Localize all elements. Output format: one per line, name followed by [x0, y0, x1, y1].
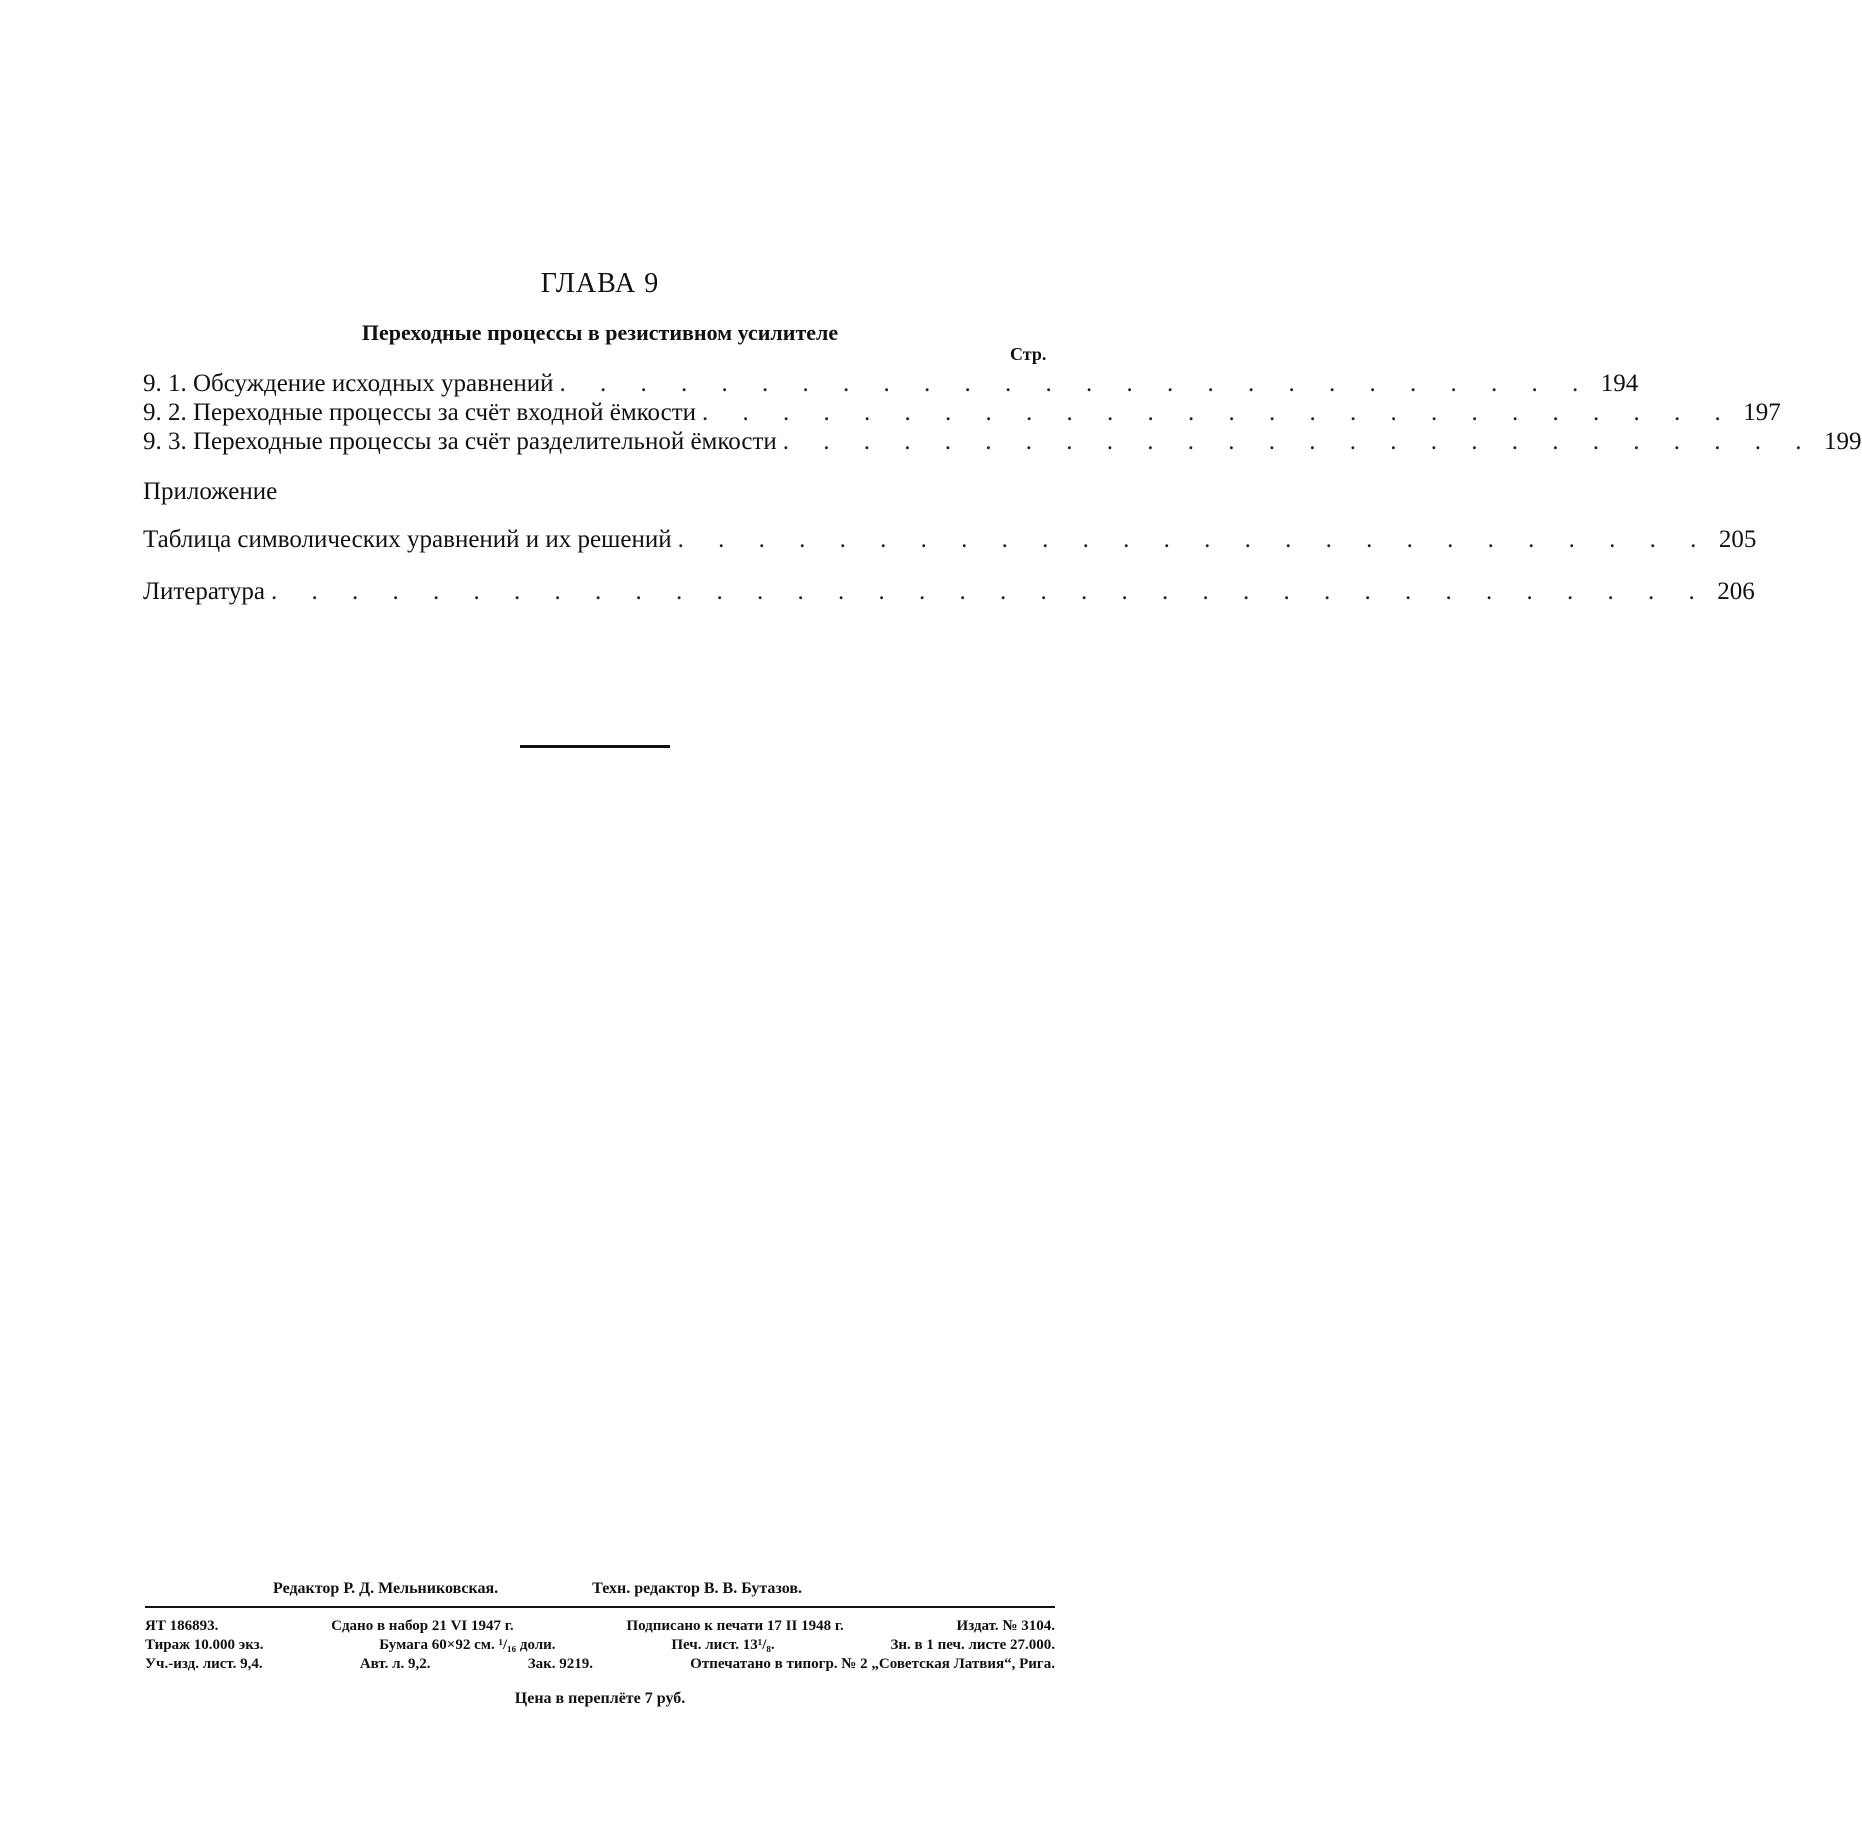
imprint-item: ЯТ 186893. — [145, 1618, 219, 1634]
imprint-line-3 — [145, 1656, 1055, 1673]
imprint-item: Зн. в 1 печ. листе 27.000. — [890, 1637, 1055, 1653]
chapter-subtitle: Переходные процессы в резистивном усилителе — [361, 320, 839, 345]
imprint-item: Сдано в набор 21 VI 1947 г. — [331, 1618, 514, 1634]
imprint-item: Подписано к печати 17 II 1948 г. — [626, 1618, 844, 1634]
chapter-title: ГЛАВА 9 — [540, 268, 660, 299]
dot-leader: . . . . . . . . . . . . . . . . . . . . . . . . . . — [782, 428, 1816, 455]
page-column-label: Стр. — [1010, 344, 1047, 364]
editors-line — [273, 1580, 802, 1598]
imprint-item: Бумага 60×92 см. ¹/₁₆ доли. — [379, 1637, 556, 1653]
imprint-item: Авт. л. 9,2. — [359, 1656, 431, 1672]
toc-entry-page: 206 — [1717, 578, 1755, 605]
toc-entry-page: 194 — [1600, 370, 1639, 397]
dot-leader: . . . . . . . . . . . . . . . . . . . . . . . . . . — [702, 399, 1735, 426]
imprint-item: Зак. 9219. — [527, 1656, 593, 1672]
imprint-line-1 — [145, 1618, 1055, 1635]
imprint-item: Тираж 10.000 экз. — [145, 1637, 264, 1653]
toc-entry-label: 9. 2. Переходные процессы за счёт входной ёмкости — [143, 399, 697, 426]
toc-entry-page: 197 — [1743, 399, 1781, 426]
toc-entry-label: Таблица символических уравнений и их решений — [143, 526, 672, 553]
section-separator — [520, 745, 670, 748]
toc-entry-label: 9. 3. Переходные процессы за счёт разделительной ёмкости — [143, 428, 777, 455]
toc-entry-label: Литература — [143, 578, 265, 605]
imprint-rule — [145, 1606, 1055, 1608]
appendix-heading: Приложение — [143, 478, 278, 505]
toc-entry-literature — [143, 578, 1755, 610]
tech-editor-name: Техн. редактор В. В. Бутазов. — [592, 1580, 803, 1597]
toc-entry-appendix — [143, 526, 1757, 558]
dot-leader: . . . . . . . . . . . . . . . . . . . . . . . . . . . . . . . . . . . . — [271, 578, 1709, 605]
dot-leader: . . . . . . . . . . . . . . . . . . . . . . . . . . — [559, 370, 1593, 397]
imprint-line-2 — [145, 1637, 1055, 1654]
toc-entry-page: 199 — [1824, 428, 1862, 455]
imprint-item: Уч.-изд. лист. 9,4. — [145, 1656, 263, 1672]
imprint-item: Отпечатано в типогр. № 2 „Советская Латвия“, Рига. — [690, 1656, 1055, 1672]
toc-entry — [143, 399, 1781, 431]
price-line: Цена в переплёте 7 руб. — [514, 1690, 686, 1707]
toc-entry-label: 9. 1. Обсуждение исходных уравнений — [143, 370, 554, 397]
imprint-item: Издат. № 3104. — [956, 1618, 1055, 1634]
toc-entry-page: 205 — [1718, 526, 1757, 553]
editor-name: Редактор Р. Д. Мельниковская. — [273, 1580, 499, 1597]
dot-leader: . . . . . . . . . . . . . . . . . . . . . . . . . . — [677, 526, 1711, 553]
imprint-item: Печ. лист. 13¹/₈. — [671, 1637, 775, 1653]
toc-entry — [143, 370, 1639, 402]
toc-entry — [143, 428, 1862, 460]
